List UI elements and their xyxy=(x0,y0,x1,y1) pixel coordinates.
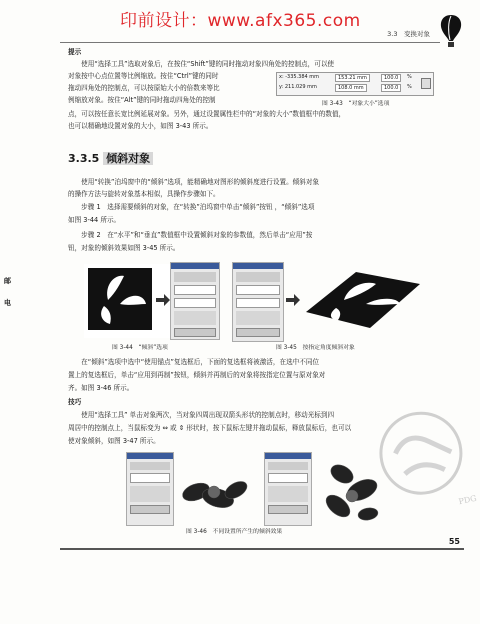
panel-titlebar xyxy=(233,263,283,269)
body-line: 使用“转换”泊坞窗中的“倾斜”选项，能精确地对图形的倾斜度进行设置。倾斜对象 xyxy=(68,178,320,186)
y-field[interactable]: y: 211.029 mm xyxy=(279,84,317,90)
tip-line: 对象按中心点位置等比例缩放。按住“Ctrl”键的同时 xyxy=(68,72,219,80)
step-line: 如图 3-44 所示。 xyxy=(68,216,121,224)
apply-duplicate-button[interactable] xyxy=(130,505,170,514)
percent-unit: % xyxy=(407,84,412,90)
body-line: 置上的复选框后，单击“应用到再制”按钮，倾斜并再制后的对象将按指定位置与原对象对 xyxy=(68,371,326,379)
object-size-toolbar xyxy=(276,72,434,96)
tip-line: 拖动四角处的控制点，可以按原始大小的倍数来等比 xyxy=(68,84,220,92)
balloon-icon xyxy=(438,14,464,48)
running-header: 3.3 变换对象 xyxy=(387,30,430,38)
panel-titlebar xyxy=(171,263,219,269)
tip-line: 使用“选择工具” 单击对象两次，当对象四周出现双箭头形状的控制点时，移动光标到四 xyxy=(68,411,335,419)
figure-caption: 图 3-44 “倾斜”选项 xyxy=(112,345,168,351)
apply-button[interactable] xyxy=(174,328,216,337)
flower-skew-result-1 xyxy=(174,468,254,518)
x-field[interactable]: x: -335.384 mm xyxy=(279,74,320,80)
vertical-field[interactable] xyxy=(174,298,216,308)
section-title: 倾斜对象 xyxy=(103,152,153,165)
horizontal-field[interactable] xyxy=(174,285,216,295)
figure-caption: 图 3-43 “对象大小”选项 xyxy=(322,101,390,107)
tip-line: 使对象倾斜，如图 3-47 所示。 xyxy=(68,437,160,445)
percent-unit: % xyxy=(407,74,412,80)
apply-button[interactable] xyxy=(236,328,280,337)
horizontal-field[interactable] xyxy=(130,473,170,483)
anchor-grid[interactable] xyxy=(130,486,170,502)
side-mark: 邮 xyxy=(4,277,11,285)
step-line: 步骤 2 在“水平”和“垂直”数值框中设置倾斜对象的参数值，然后单击“应用”按 xyxy=(68,231,313,239)
anchor-grid[interactable] xyxy=(174,311,216,325)
transform-docker-panel xyxy=(170,262,220,340)
apply-duplicate-button[interactable] xyxy=(268,505,308,514)
skew-tab-button[interactable] xyxy=(174,272,216,282)
tip-title: 提示 xyxy=(68,48,82,56)
height-field[interactable]: 108.0 mm xyxy=(335,84,367,92)
panel-titlebar xyxy=(127,453,173,459)
horizontal-field[interactable] xyxy=(268,473,308,483)
stamp-label: PDG xyxy=(457,493,478,507)
figure-caption: 图 3-46 不同设置所产生的倾斜效果 xyxy=(186,529,283,535)
skew-tab-button[interactable] xyxy=(130,462,170,470)
scale-y-field[interactable]: 100.0 xyxy=(381,84,401,92)
tip-line: 也可以精确地设置对象的大小，如图 3-43 所示。 xyxy=(68,122,213,130)
panel-titlebar xyxy=(265,453,311,459)
horizontal-field[interactable] xyxy=(236,285,280,295)
transform-docker-panel xyxy=(126,452,174,526)
transform-docker-panel xyxy=(232,262,284,342)
side-mark: 电 xyxy=(4,299,11,307)
watermark-text: 印前设计：www.afx365.com xyxy=(120,11,361,31)
width-field[interactable]: 153.21 mm xyxy=(335,74,370,82)
step-line: 钮，对象的倾斜效果如图 3-45 所示。 xyxy=(68,244,180,252)
tip-line: 点，可以按任意长宽比例延展对象。另外，通过设置属性栏中的“对象的大小”数值框中的数值， xyxy=(68,110,346,118)
tip-line: 周居中的控制点上，当鼠标变为 ⇔ 或 ⇕ 形状时，按下鼠标左键并拖动鼠标，释放鼠标后，也可以 xyxy=(68,424,352,432)
skew-tab-button[interactable] xyxy=(236,272,280,282)
step-line: 步骤 1 选择需要倾斜的对象，在“转换”泊坞窗中单击“倾斜”按钮 ，“倾斜”选项 xyxy=(68,203,315,211)
skew-after-illustration xyxy=(284,264,434,338)
skew-tab-button[interactable] xyxy=(268,462,308,470)
stamp-seal-illustration xyxy=(368,400,475,507)
footer-rule xyxy=(60,548,464,550)
anchor-grid[interactable] xyxy=(236,311,280,325)
anchor-grid[interactable] xyxy=(268,486,308,502)
page-number: 55 xyxy=(448,537,460,546)
body-line: 在“倾斜”选项中选中“使用锚点”复选框后，下面的复选框将被激活，在选中不同位 xyxy=(68,358,320,366)
header-rule xyxy=(60,42,440,43)
body-line: 齐。如图 3-46 所示。 xyxy=(68,384,134,392)
section-heading xyxy=(68,150,153,166)
tip-title: 技巧 xyxy=(68,398,82,406)
tip-line: 使用“选择工具”选取对象后，在按住“Shift”键的同时拖动对象四角处的控制点，可以使 xyxy=(68,60,335,68)
lock-ratio-icon[interactable] xyxy=(421,78,431,89)
body-line: 的操作方法与旋转对象基本相似，具操作步骤如下。 xyxy=(68,190,220,198)
figure-caption: 图 3-45 按指定角度倾斜对象 xyxy=(276,345,355,351)
transform-docker-panel xyxy=(264,452,312,526)
section-number: 3.3.5 xyxy=(68,152,100,165)
vertical-field[interactable] xyxy=(236,298,280,308)
tip-line: 例缩放对象。按住“Alt”键的同时拖动四角处的控制 xyxy=(68,96,216,104)
scale-x-field[interactable]: 100.0 xyxy=(381,74,401,82)
